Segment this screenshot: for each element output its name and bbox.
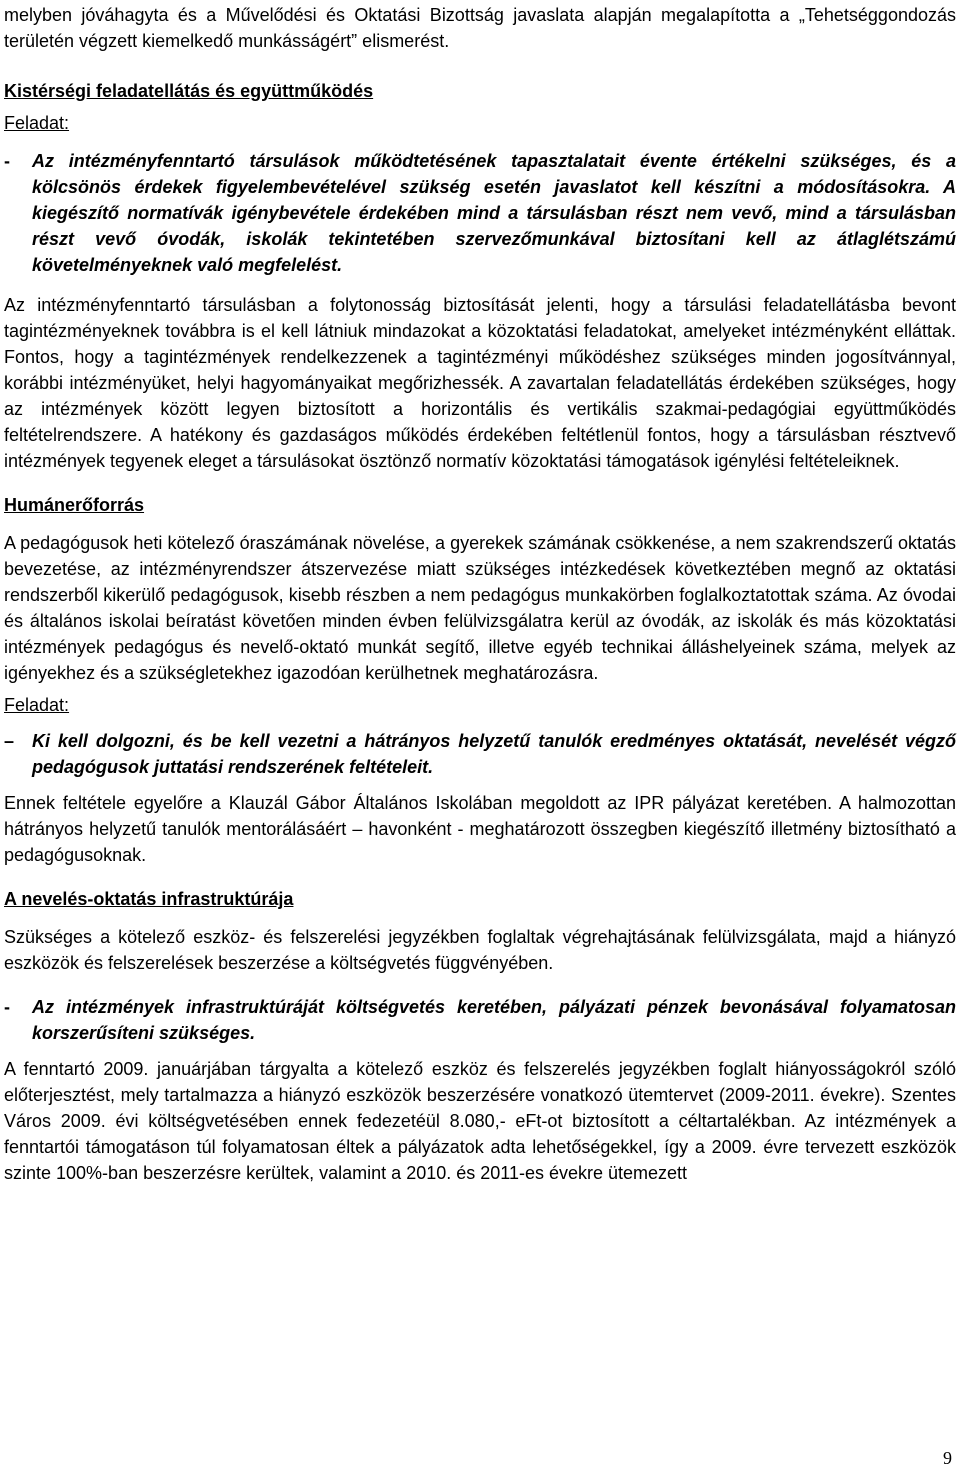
- section-heading-kisterseg: Kistérségi feladatellátás és együttműködés: [4, 81, 374, 101]
- section-heading-infrastruktura: A nevelés-oktatás infrastruktúrája: [4, 889, 294, 909]
- task-item-text: Ki kell dolgozni, és be kell vezetni a hátrányos helyzetű tanulók eredményes oktatását, nevelését végző pedagógusok juttatási rendszerének feltételeit.: [32, 731, 956, 777]
- bullet-dash: –: [4, 731, 15, 751]
- bullet-dash: -: [4, 151, 10, 171]
- page-number: 9: [943, 1448, 952, 1468]
- task-item: [4, 148, 956, 278]
- task-item-text: Az intézmények infrastruktúráját költségvetés keretében, pályázati pénzek bevonásával folyamatosan korszerűsíteni szükséges.: [32, 997, 956, 1043]
- section-heading-humaneroforras: Humánerőforrás: [4, 495, 145, 515]
- task-item-text: Az intézményfenntartó társulások működtetésének tapasztalatait évente értékelni szükséges, és a kölcsönös érdekek figyelembevételével szükség esetén javaslatot kell készítni a módosításokra. A kiegészítő normatívák igénybevétele érdekében mind a társulásban részt nem vevő, mind a társulásban részt vevő óvodák, iskolák tekintetében szervezőmunkával biztosítani kell az átlaglétszámú követelményeknek való megfelelést.: [32, 151, 956, 275]
- paragraph-fenntarto: A fenntartó 2009. januárjában tárgyalta a kötelező eszköz és felszerelés jegyzékben foglalt hiányosságokról szóló előterjesztést, mely tartalmazza a hiányzó eszközök beszerzésére vonatkozó ütemtervet (2009-2011. évekre). Szentes Város 2009. évi költségvetésében ennek fedezetéül 8.080,- eFt-ot biztosított a céltartalékban. Az intézmények a fenntartói támogatáson túl folyamatosan éltek a pályázatok adta lehetőségekkel, így a 2009. évre tervezett eszközök szinte 100%-ban beszerzésre kerültek, valamint a 2010. és 2011-es évekre ütemezett: [4, 1059, 956, 1183]
- intro-paragraph: melyben jóváhagyta és a Művelődési és Oktatási Bizottság javaslata alapján megalapította a „Tehetséggondozás területén végzett kiemelkedő munkásságért” elismerést.: [4, 5, 956, 51]
- paragraph-ipr: Ennek feltétele egyelőre a Klauzál Gábor Általános Iskolában megoldott az IPR pályázat keretében. A halmozottan hátrányos helyzetű tanulók mentorálásáért – havonként - meghatározott összegben kiegészítő illetmény biztosítható a pedagógusoknak.: [4, 793, 956, 865]
- bullet-dash: -: [4, 997, 10, 1017]
- document-page: [4, 0, 956, 1186]
- paragraph-eszkozjegyzek: Szükséges a kötelező eszköz- és felszerelési jegyzékben foglaltak végrehajtásának felülvizsgálata, majd a hiányzó eszközök és felszerelések beszerzése a költségvetés függvényében.: [4, 927, 956, 973]
- task-label: Feladat:: [4, 113, 70, 133]
- paragraph-pedagogusok: A pedagógusok heti kötelező óraszámának növelése, a gyerekek számának csökkenése, a nem szakrendszerű oktatás bevezetése, az intézményrendszer átszervezése miatt szükséges intézkedések következtében megnő az oktatási rendszerből kikerülő pedagógusok, kisebb részben a nem pedagógus munkakörben foglalkoztatottak száma. Az óvodai és általános iskolai beíratást követően minden évben felülvizsgálatra kerül az óvodák, az iskolák és más közoktatási intézmények pedagógus és nevelő-oktató munkát segítő, illetve egyéb technikai álláshelyeinek száma, melyek az igényekhez és a szükségletekhez igazodóan kerülhetnek meghatározásra.: [4, 533, 956, 683]
- task-item: [4, 728, 956, 780]
- task-item: [4, 994, 956, 1046]
- task-label: Feladat:: [4, 695, 70, 715]
- paragraph-tarsulas: Az intézményfenntartó társulásban a folytonosság biztosítását jelenti, hogy a társulási feladatellátásba bevont tagintézményeknek továbbra is el kell látniuk mindazokat a közoktatási feladatokat, amelyeket intézményként elláttak. Fontos, hogy a tagintézmények rendelkezzenek a tagintézményi működéshez szükséges minden jogosítvánnyal, korábbi intézményüket, helyi hagyományaikat megőrizhessék. A zavartalan feladatellátás érdekében szükséges, hogy az intézmények között legyen biztosított a horizontális és vertikális szakmai-pedagógiai együttműködés feltételrendszere. A hatékony és gazdaságos működés érdekében feltétlenül fontos, hogy a társulásban résztvevő intézmények tegyenek eleget a társulásokat ösztönző normatív közoktatási támogatások igénylési feltételeiknek.: [4, 295, 956, 471]
